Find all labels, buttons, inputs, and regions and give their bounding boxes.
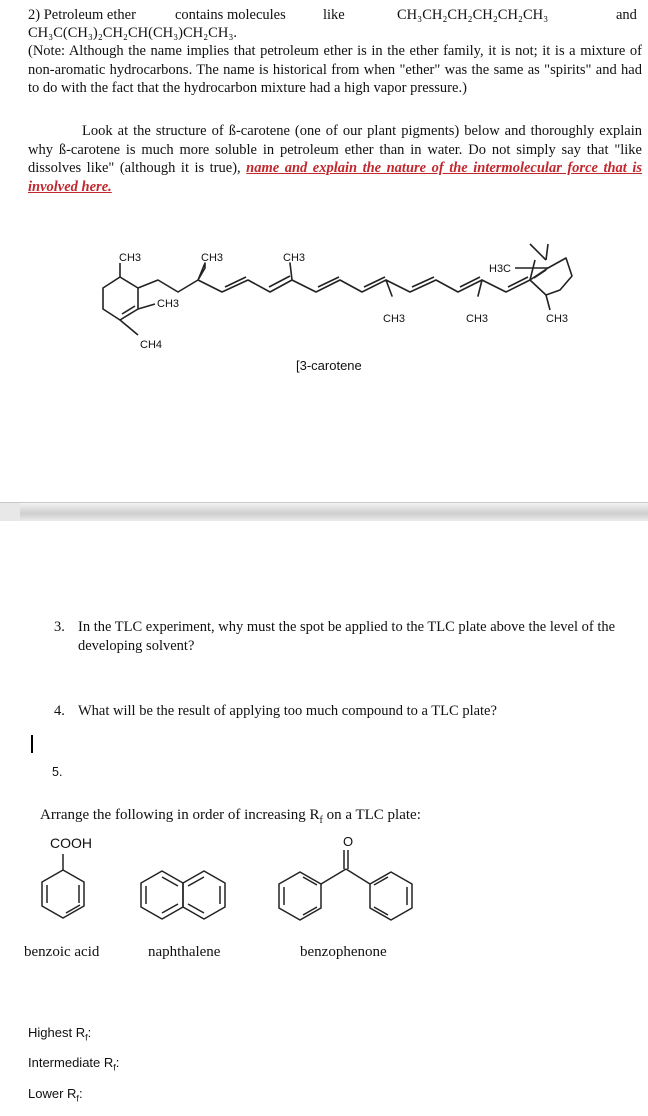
ch3-label-4: CH3 bbox=[157, 298, 180, 310]
answer-intermediate-sub: f bbox=[113, 1062, 116, 1073]
q2-line1 bbox=[28, 6, 642, 25]
compound-benzoic-acid: benzoic acid bbox=[24, 944, 100, 960]
answer-highest-label: Highest R bbox=[28, 1025, 86, 1040]
compound-naphthalene: naphthalene bbox=[148, 944, 221, 960]
q2-question-emphasis: name and explain the nature of the intermolecular force that is involved here. bbox=[28, 160, 642, 195]
q3-number: 3. bbox=[54, 619, 65, 635]
answer-highest-colon: : bbox=[87, 1025, 92, 1040]
answer-intermediate-label: Intermediate R bbox=[28, 1055, 114, 1070]
q5-prompt-end: on a TLC plate: bbox=[322, 807, 421, 823]
benzophenone-ring-right bbox=[370, 872, 412, 920]
text-cursor bbox=[31, 735, 33, 753]
q5-prompt-sub: f bbox=[319, 815, 323, 826]
q2-and: and bbox=[616, 7, 637, 23]
answer-lower-sub: f bbox=[76, 1093, 79, 1104]
q2-like: like bbox=[323, 7, 345, 23]
answer-lower-rf bbox=[28, 1086, 83, 1104]
ch3-label-2: CH3 bbox=[201, 252, 224, 264]
naphthalene-ring-b bbox=[183, 871, 225, 919]
q3-text: In the TLC experiment, why must the spot be applied to the TLC plate above the level of the developing solvent? bbox=[78, 619, 616, 654]
tlc-compounds bbox=[0, 826, 648, 936]
ch3-label-5: CH3 bbox=[383, 313, 406, 325]
ch4-label: CH4 bbox=[140, 339, 163, 351]
q2-contains: contains molecules bbox=[175, 7, 286, 23]
page-break bbox=[0, 502, 648, 521]
answer-highest-rf bbox=[28, 1025, 91, 1043]
ch3-label-1: CH3 bbox=[119, 252, 142, 264]
carotene-caption: [3-carotene bbox=[296, 358, 362, 373]
q2-note: (Note: Although the name implies that petroleum ether is in the ether family, it is not; it is a mixture of non-aromatic hydrocarbons. The name is historical from when "ether" was the same as "spirits" and had to do with the fact that the hydrocarbon mixture had a high vapor pressure.) bbox=[28, 43, 642, 96]
naphthalene-ring-a bbox=[141, 871, 183, 919]
answer-lower-label: Lower R bbox=[28, 1086, 77, 1101]
answer-lower-colon: : bbox=[78, 1086, 83, 1101]
carbonyl-o-label: O bbox=[343, 834, 354, 849]
hexane-formula: CH₃CH₂CH₂CH₂CH₂CH₃ bbox=[397, 7, 549, 23]
ch3-label-3: CH3 bbox=[283, 252, 306, 264]
isooctane-formula: CH₃C(CH₃)₂CH₂CH(CH₃)CH₂CH₃. bbox=[28, 25, 237, 41]
q5-prompt-text: Arrange the following in order of increasing R bbox=[40, 807, 320, 823]
ch3-label-7: CH3 bbox=[546, 313, 569, 325]
compound-benzophenone: benzophenone bbox=[300, 944, 387, 960]
answer-intermediate-colon: : bbox=[115, 1055, 120, 1070]
ch3-label-6: CH3 bbox=[466, 313, 489, 325]
answer-highest-sub: f bbox=[85, 1032, 88, 1043]
page-break-edge bbox=[0, 503, 20, 521]
q4-text: What will be the result of applying too much compound to a TLC plate? bbox=[78, 703, 497, 719]
q2-question-text: Look at the structure of ß-carotene (one of our plant pigments) below and thoroughly explain why ß-carotene is much more soluble in petroleum ether than in water. Do not simply say that "like dissolves like" (although it is true), bbox=[28, 123, 642, 176]
left-ring bbox=[103, 277, 138, 320]
q4-number: 4. bbox=[54, 703, 65, 719]
h3c-label: H3C bbox=[489, 263, 512, 275]
beta-carotene-structure bbox=[0, 240, 648, 380]
benzophenone-ring-left bbox=[279, 872, 321, 920]
benzoic-acid-ring bbox=[42, 870, 84, 918]
q5-number: 5. bbox=[52, 765, 63, 779]
q2-question bbox=[28, 122, 642, 196]
cooh-label: COOH bbox=[50, 835, 92, 851]
answer-intermediate-rf bbox=[28, 1055, 119, 1073]
q2-label: 2) Petroleum ether bbox=[28, 7, 136, 23]
